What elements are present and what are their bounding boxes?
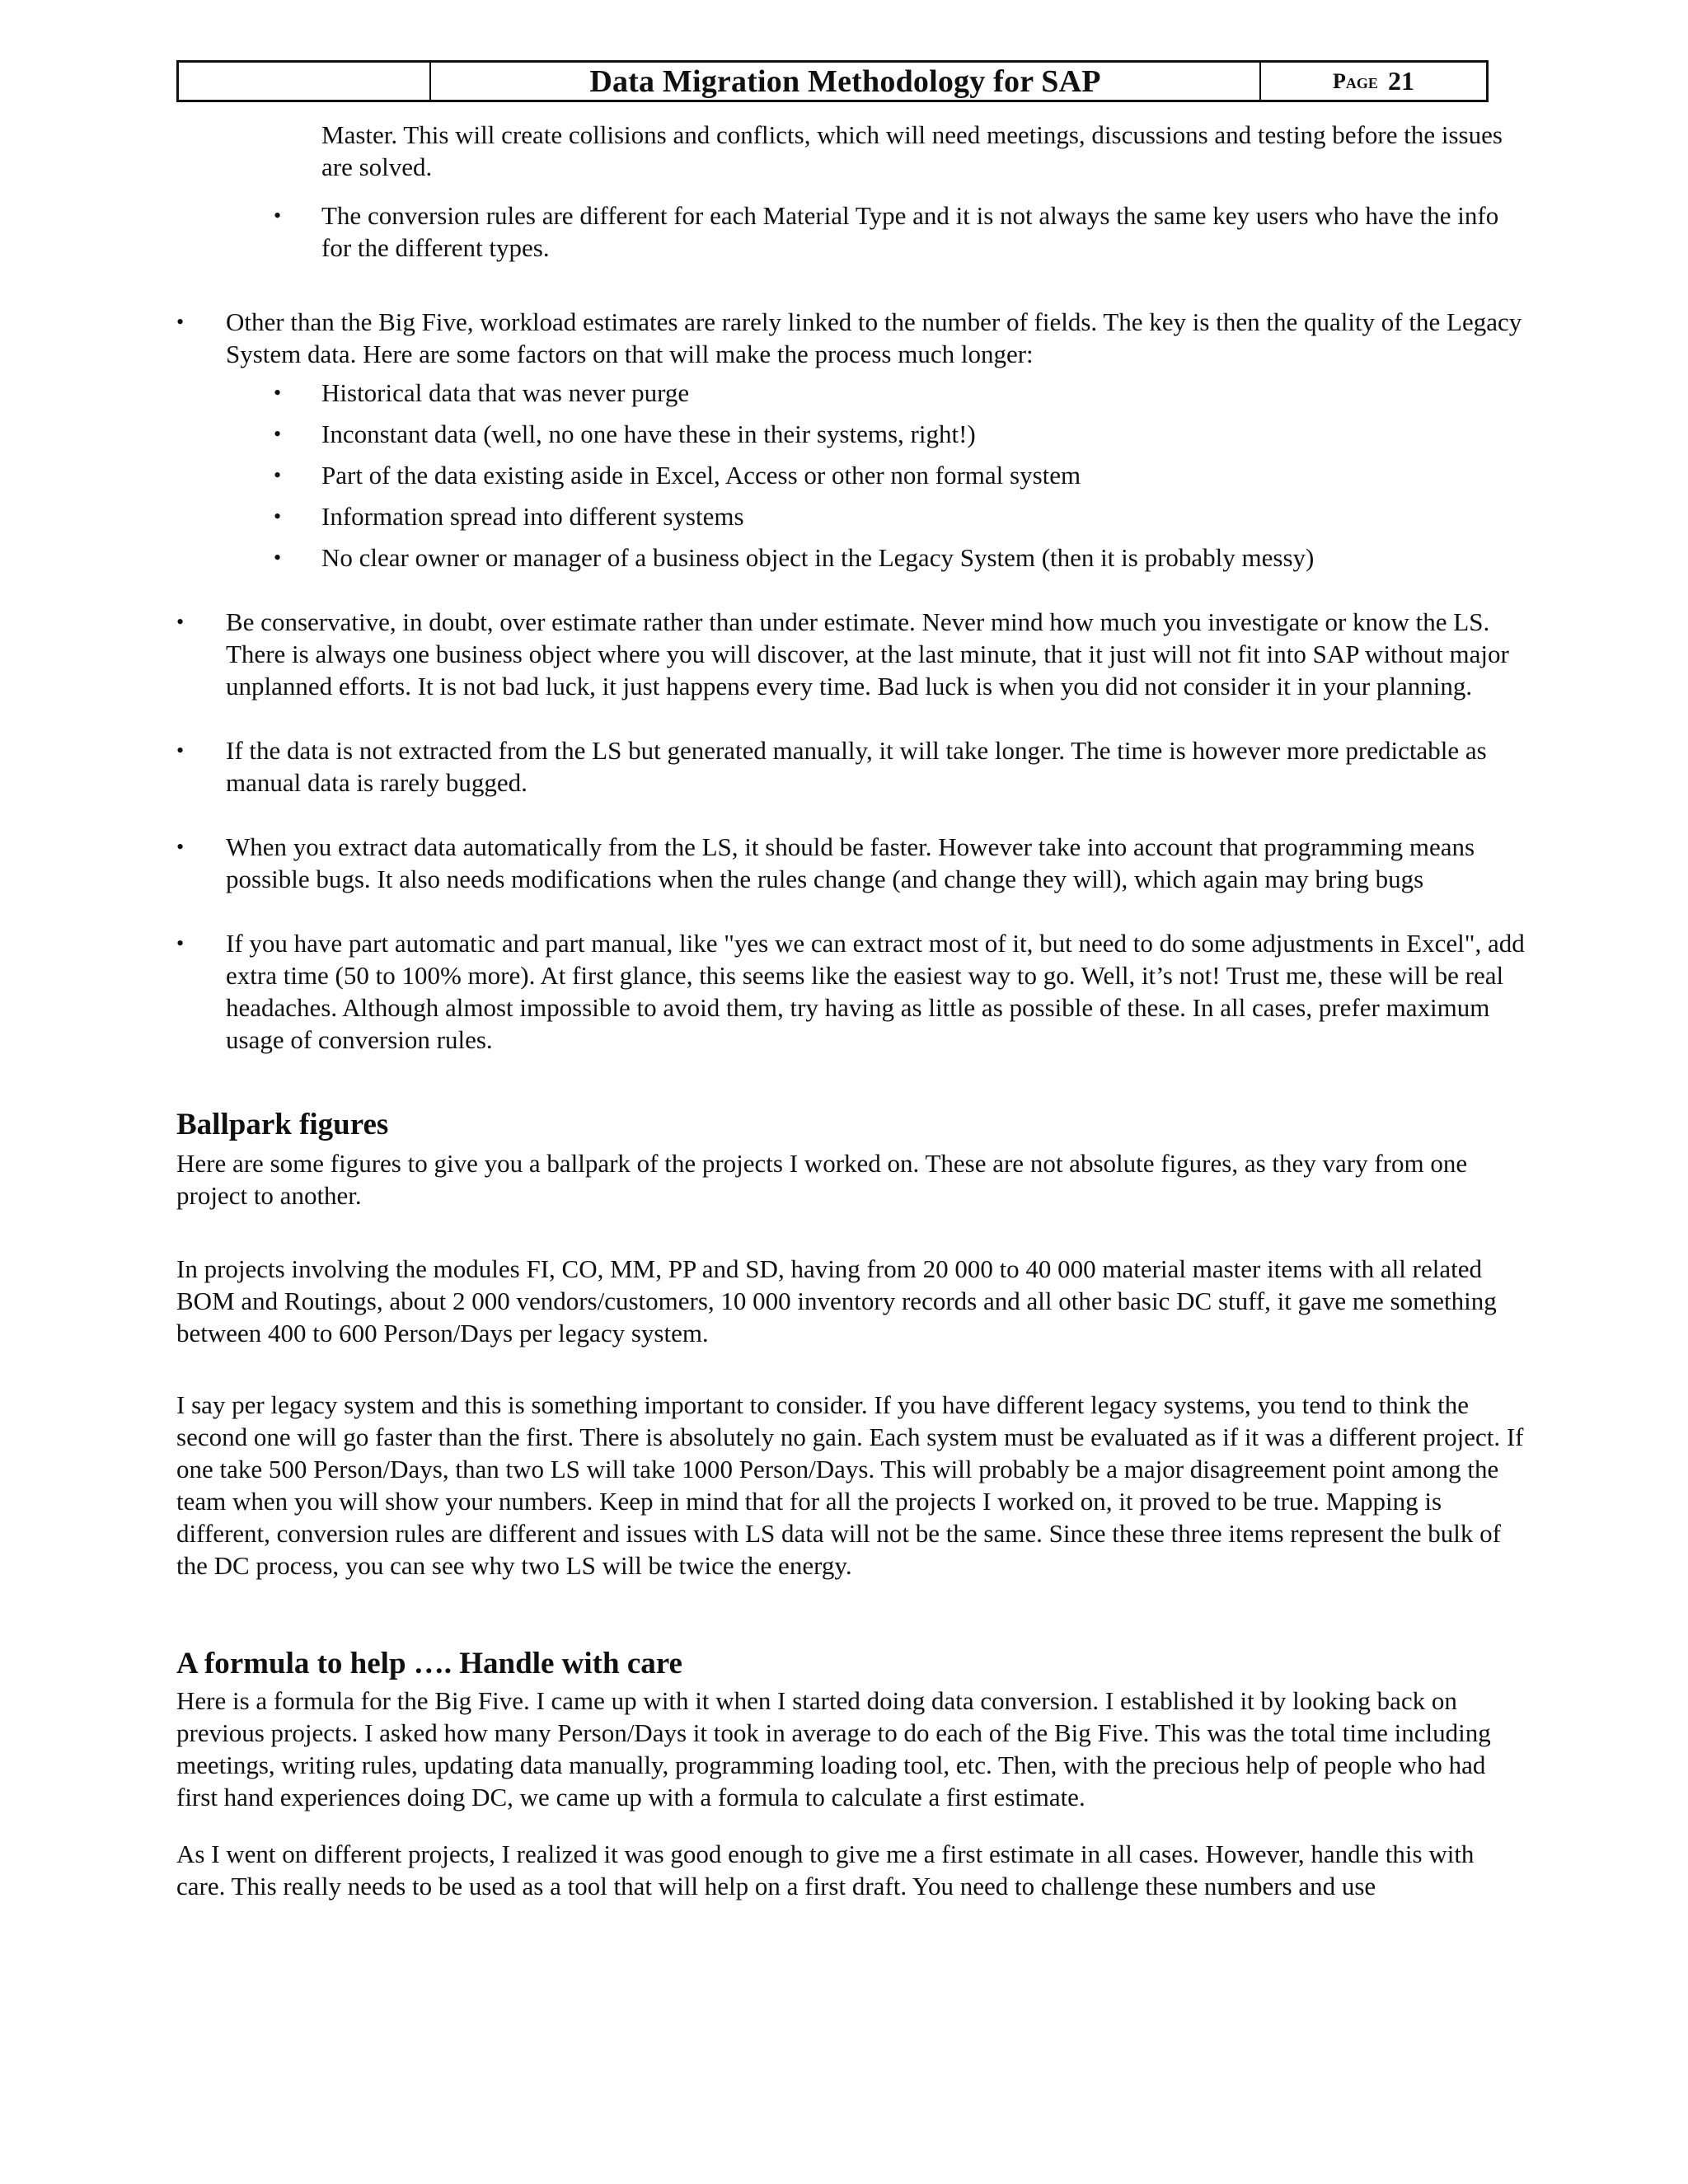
paragraph: In projects involving the modules FI, CO, MM, PP and SD, having from 20 000 to 40 000 material master items with all related BOM and Routings, about 2 000 vendors/customers, 10 000 inventory records and all other basic DC stuff, it gave me something between 400 to 600 Person/Days per legacy system.	[176, 1254, 1497, 1347]
bullet-glyph: •	[176, 931, 185, 955]
list-item	[176, 734, 1528, 799]
bullet-glyph: •	[176, 738, 185, 762]
list-item	[274, 418, 1528, 450]
bullet-glyph: •	[274, 504, 282, 528]
list-item-text: Be conservative, in doubt, over estimate rather than under estimate. Never mind how much you investigate or know the LS. There is always one business object where you will discover, at the last minute, that it just will not fit into SAP without major unplanned efforts. It is not bad luck, it just happens every time. Bad luck is when you did not consider it in your planning.	[226, 607, 1509, 701]
page-label: Page	[1333, 68, 1378, 93]
list-item-text: When you extract data automatically from the LS, it should be faster. However take into account that programming means possible bugs. It also needs modifications when the rules change (and change they will), which again may bring bugs	[226, 832, 1475, 893]
list-item-text: Historical data that was never purge	[321, 378, 690, 407]
page-header	[176, 60, 1489, 102]
header-cell-left	[179, 63, 431, 100]
list-item	[274, 459, 1528, 491]
document-title: Data Migration Methodology for SAP	[431, 63, 1261, 100]
paragraph: Here are some figures to give you a ballpark of the projects I worked on. These are not absolute figures, as they vary from one project to another.	[176, 1149, 1468, 1210]
bullet-glyph: •	[274, 546, 282, 569]
list-item-text: The conversion rules are different for each Material Type and it is not always the same key users who have the info for the different types.	[321, 201, 1499, 262]
list-item	[176, 606, 1528, 702]
page-body	[176, 115, 1528, 1902]
bullet-glyph: •	[274, 422, 282, 446]
list-item-text: Inconstant data (well, no one have these in their systems, right!)	[321, 419, 976, 448]
paragraph: As I went on different projects, I realized it was good enough to give me a first estimate in all cases. However, handle this with care. This really needs to be used as a tool that will help on a first draft. You need to challenge these numbers and use	[176, 1840, 1475, 1900]
paragraph: I say per legacy system and this is something important to consider. If you have different legacy systems, you tend to think the second one will go faster than the first. There is absolutely no gain. Each system must be evaluated as if it was a different project. If one take 500 Person/Days, than two LS will take 1000 Person/Days. This will probably be a major disagreement point among the team when you will show your numbers. Keep in mind that for all the projects I worked on, it proved to be true. Mapping is different, conversion rules are different and issues with LS data will not be the same. Since these three items represent the bulk of the DC process, you can see why two LS will be twice the energy.	[176, 1390, 1524, 1580]
continued-paragraph: Master. This will create collisions and conflicts, which will need meetings, discussions and testing before the issues are solved.	[321, 120, 1503, 181]
list-item	[176, 831, 1528, 895]
section-heading-ballpark: Ballpark figures	[176, 1108, 389, 1141]
list-item	[274, 541, 1528, 574]
list-item-text: Other than the Big Five, workload estimates are rarely linked to the number of fields. The key is then the quality of the Legacy System data. Here are some factors on that will make the process much longer:	[226, 307, 1522, 368]
bullet-glyph: •	[176, 310, 185, 334]
list-item	[274, 199, 1528, 264]
bullet-glyph: •	[176, 835, 185, 859]
page-number-cell	[1261, 63, 1486, 100]
list-item-text: If the data is not extracted from the LS but generated manually, it will take longer. The time is however more predictable as manual data is rarely bugged.	[226, 736, 1487, 797]
section-heading-formula: A formula to help …. Handle with care	[176, 1647, 682, 1680]
paragraph: Here is a formula for the Big Five. I came up with it when I started doing data conversion. I established it by looking back on previous projects. I asked how many Person/Days it took in average to do each of the Big Five. This was the total time including meetings, writing rules, updating data manually, programming loading tool, etc. Then, with the precious help of people who had first hand experiences doing DC, we came up with a formula to calculate a first estimate.	[176, 1686, 1491, 1811]
page-number: 21	[1387, 66, 1414, 96]
bullet-glyph: •	[274, 204, 282, 227]
list-item-text: If you have part automatic and part manual, like "yes we can extract most of it, but need to do some adjustments in Excel", add extra time (50 to 100% more). At first glance, this seems like the easiest way to go. Well, it’s not! Trust me, these will be real headaches. Although almost impossible to avoid them, try having as little as possible of these. In all cases, prefer maximum usage of conversion rules.	[226, 929, 1525, 1054]
bullet-glyph: •	[274, 381, 282, 405]
list-item	[274, 500, 1528, 532]
list-item	[176, 927, 1528, 1056]
bullet-glyph: •	[274, 463, 282, 487]
bullet-glyph: •	[176, 610, 185, 634]
list-item	[274, 377, 1528, 409]
list-item-text: Information spread into different systems	[321, 502, 744, 531]
list-item-text: No clear owner or manager of a business object in the Legacy System (then it is probably messy)	[321, 543, 1315, 572]
list-item	[176, 306, 1528, 370]
list-item-text: Part of the data existing aside in Excel, Access or other non formal system	[321, 461, 1081, 490]
